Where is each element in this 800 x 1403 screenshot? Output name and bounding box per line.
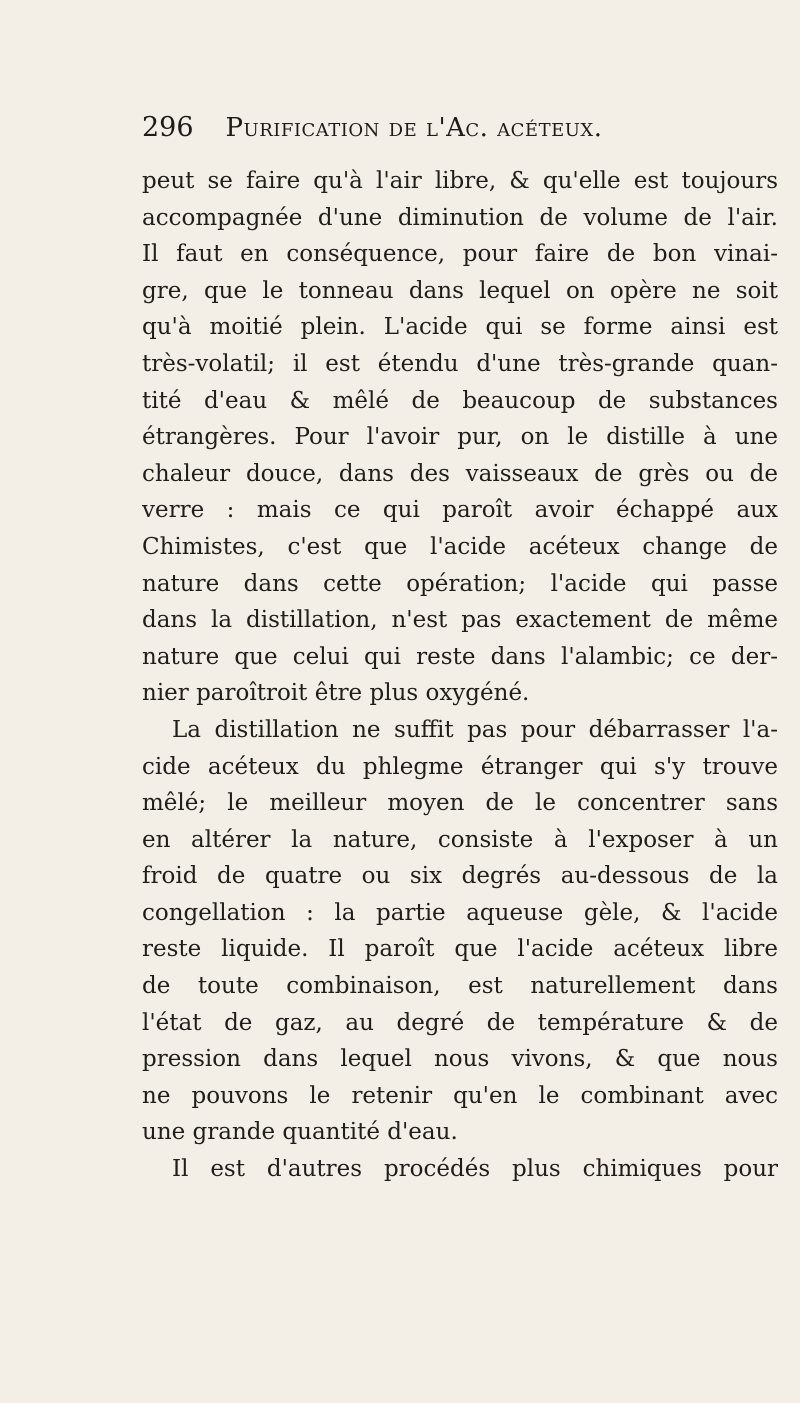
body-text — [142, 163, 778, 1188]
text-line: une grande quantité d'eau. — [142, 1119, 458, 1146]
running-header — [142, 112, 782, 156]
text-line: pression dans lequel nous vivons, & que nous — [142, 1046, 778, 1073]
text-line: qu'à moitié plein. L'acide qui se forme ainsi est — [142, 314, 778, 341]
text-line: peut se faire qu'à l'air libre, & qu'elle est toujours — [142, 168, 778, 194]
text-line: mêlé; le meilleur moyen de le concentrer sans — [142, 790, 778, 817]
text-line: tité d'eau & mêlé de beaucoup de substances — [142, 387, 778, 414]
text-line: froid de quatre ou six degrés au-dessous de la — [142, 863, 778, 890]
text-line: accompagnée d'une diminution de volume de l'air. — [142, 204, 778, 231]
text-line: verre : mais ce qui paroît avoir échappé aux — [142, 497, 778, 524]
text-line: étrangères. Pour l'avoir pur, on le distille à une — [142, 424, 778, 451]
page-number: 296 — [142, 112, 194, 143]
text-line: l'état de gaz, au degré de température & de — [142, 1009, 778, 1036]
text-line: cide acéteux du phlegme étranger qui s'y trouve — [142, 753, 778, 780]
text-line: dans la distillation, n'est pas exactement de même — [142, 607, 778, 634]
text-line: Il est d'autres procédés plus chimiques pour — [172, 1156, 778, 1183]
text-line: gre, que le tonneau dans lequel on opère ne soit — [142, 277, 778, 304]
text-line: très-volatil; il est étendu d'une très-grande quan- — [142, 350, 778, 377]
text-line: congellation : la partie aqueuse gèle, & l'acide — [142, 899, 778, 926]
text-line: nature dans cette opération; l'acide qui passe — [142, 570, 778, 597]
text-line: La distillation ne suffit pas pour débarrasser l'a- — [172, 716, 778, 743]
text-line: ne pouvons le retenir qu'en le combinant avec — [142, 1082, 778, 1109]
text-line: nier paroîtroit être plus oxygéné. — [142, 680, 530, 707]
running-title: Purification de l'Ac. acéteux. — [225, 113, 603, 143]
text-line: Chimistes, c'est que l'acide acéteux change de — [142, 533, 778, 560]
text-line: de toute combinaison, est naturellement dans — [142, 973, 778, 1000]
text-line: nature que celui qui reste dans l'alambic; ce der- — [142, 643, 778, 670]
text-line: chaleur douce, dans des vaisseaux de grès ou de — [142, 460, 778, 487]
text-line: en altérer la nature, consiste à l'exposer à un — [142, 826, 778, 853]
text-line: Il faut en conséquence, pour faire de bon vinai- — [142, 241, 778, 268]
text-line: reste liquide. Il paroît que l'acide acéteux libre — [142, 936, 778, 963]
